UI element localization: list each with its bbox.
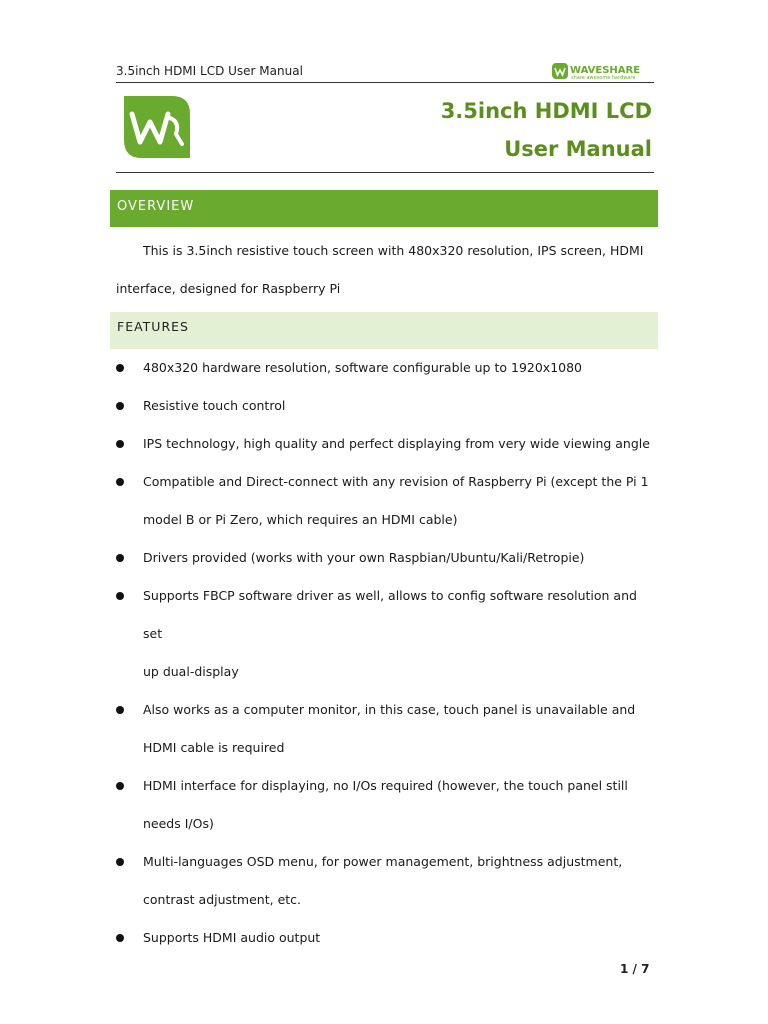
feature-line-1: Drivers provided (works with your own Raspbian/Ubuntu/Kali/Retropie)	[143, 550, 585, 565]
features-heading-bar	[110, 312, 658, 349]
features-heading: FEATURES	[117, 319, 189, 334]
bullet-icon	[116, 592, 124, 600]
feature-line-1: 480x320 hardware resolution, software configurable up to 1920x1080	[143, 360, 583, 375]
feature-line-1: HDMI interface for displaying, no I/Os required (however, the touch panel still	[143, 778, 628, 793]
running-title: 3.5inch HDMI LCD User Manual	[116, 64, 303, 78]
feature-line-1: Resistive touch control	[143, 398, 286, 413]
bullet-icon	[116, 782, 124, 790]
feature-line-1: Compatible and Direct-connect with any revision of Raspberry Pi (except the Pi 1	[143, 474, 649, 489]
feature-line-2: needs I/Os)	[143, 816, 214, 831]
feature-line-1: IPS technology, high quality and perfect displaying from very wide viewing angle	[143, 436, 650, 451]
feature-line-1: Multi-languages OSD menu, for power management, brightness adjustment,	[143, 854, 623, 869]
feature-item	[116, 767, 656, 843]
title-line-2: User Manual	[504, 137, 652, 161]
title-line-1: 3.5inch HDMI LCD	[440, 99, 652, 123]
feature-item	[116, 387, 656, 425]
overview-heading-bar	[110, 190, 658, 227]
overview-paragraph	[116, 232, 656, 308]
feature-line-1: Supports HDMI audio output	[143, 930, 321, 945]
feature-item	[116, 691, 656, 767]
header-rule	[116, 82, 654, 83]
feature-line-2: contrast adjustment, etc.	[143, 892, 302, 907]
bullet-icon	[116, 402, 124, 410]
feature-line-1: Also works as a computer monitor, in this case, touch panel is unavailable and	[143, 702, 636, 717]
overview-line-2: interface, designed for Raspberry Pi	[116, 281, 341, 296]
waveshare-logo	[552, 62, 654, 80]
feature-item	[116, 539, 656, 577]
feature-item	[116, 843, 656, 919]
brand-tagline: share awesome hardware	[571, 75, 636, 80]
waveshare-emblem-icon	[120, 92, 194, 162]
feature-line-1: Supports FBCP software driver as well, allows to config software resolution and set	[143, 588, 637, 641]
bullet-icon	[116, 478, 124, 486]
bullet-icon	[116, 706, 124, 714]
overview-heading: OVERVIEW	[117, 199, 195, 214]
feature-item	[116, 919, 656, 957]
feature-line-2: HDMI cable is required	[143, 740, 285, 755]
feature-item	[116, 349, 656, 387]
title-rule	[116, 172, 654, 173]
bullet-icon	[116, 554, 124, 562]
bullet-icon	[116, 364, 124, 372]
feature-item	[116, 463, 656, 539]
feature-line-2: model B or Pi Zero, which requires an HDMI cable)	[143, 512, 458, 527]
brand-name: WAVESHARE	[570, 65, 641, 76]
running-header	[116, 62, 654, 82]
document-title	[332, 92, 652, 168]
features-list	[116, 349, 656, 957]
page-number: 1 / 7	[620, 962, 650, 976]
bullet-icon	[116, 440, 124, 448]
feature-item	[116, 577, 656, 691]
feature-item	[116, 425, 656, 463]
feature-line-2: up dual-display	[143, 664, 239, 679]
overview-line-1: This is 3.5inch resistive touch screen with 480x320 resolution, IPS screen, HDMI	[143, 243, 644, 258]
bullet-icon	[116, 858, 124, 866]
bullet-icon	[116, 934, 124, 942]
